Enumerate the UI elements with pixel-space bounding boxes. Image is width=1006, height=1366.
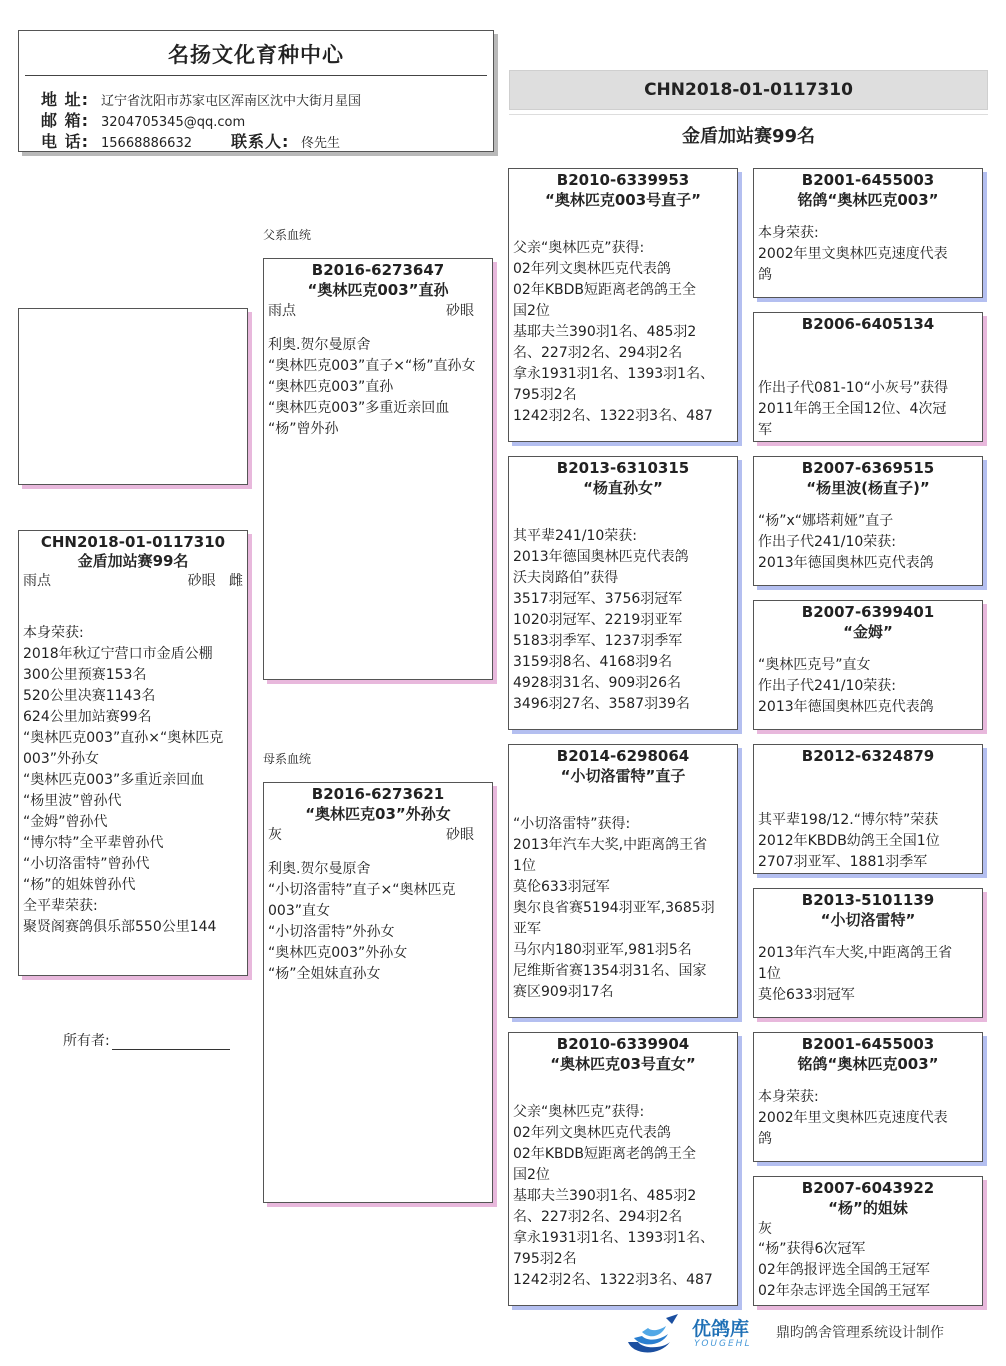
great-grandparent-notes: 作出子代081-10“小灰号”获得 2011年鸽王全国12位、4次冠 军 <box>758 380 949 438</box>
phone-value: 15668886632 <box>101 136 192 151</box>
owner-label: 所有者: <box>63 1033 110 1049</box>
great-grandparent-ring-number: B2007-6369515 <box>801 459 935 477</box>
great-grandparent-card <box>753 1032 983 1162</box>
great-grandparent-traits <box>754 1219 982 1239</box>
owner-blank-line <box>112 1035 230 1050</box>
sire-eye: 砂眼 <box>446 303 474 319</box>
brand-name-en: YOUGEHL <box>694 1339 752 1349</box>
great-grandparent-card <box>753 744 983 874</box>
great-grandparent-notes: “杨”获得6次冠军 02年鸽报评选全国鸽王冠军 02年杂志评选全国鸽王冠军 <box>758 1241 930 1299</box>
great-grandparent-name: 铭鸽“奥林匹克003” <box>797 1055 939 1073</box>
pigeon-photo-frame <box>18 308 248 485</box>
contact-value: 佟先生 <box>301 136 341 151</box>
grandparent-ring-number: B2010-6339904 <box>556 1035 690 1053</box>
great-grandparent-notes: “奥林匹克号”直女 作出子代241/10荣获: 2013年德国奥林匹克代表鸽 <box>758 657 934 715</box>
subject-notes: 本身荣获: 2018年秋辽宁营口市金盾公棚 300公里预赛153名 520公里决赛1143名 624公里加站赛99名 “奥林匹克003”直孙×“奥林匹克 003”外孙女 “奥林匹克003”多重近亲回血 “杨里波”曾孙代 “金姆”曾孙代 “博尔特”全平辈曾孙代 “小切洛雷特”曾孙代 “杨”的姐妹曾孙代 全平辈荣获: 聚贤阁赛鸽俱乐部550公里144 <box>23 625 224 935</box>
dam-notes: 利奥.贺尔曼原舍 “小切洛雷特”直子×“奥林匹克 003”直女 “小切洛雷特”外孙女 “奥林匹克003”外孙女 “杨”全姐妹直孙女 <box>268 861 456 982</box>
grandparent-notes: 父亲“奥林匹克”获得: 02年列文奥林匹克代表鸽 02年KBDB短距离老鸽鸽王全 国2位 基耶夫兰390羽1名、485羽2 名、227羽2名、294羽2名 拿永1931羽1名、1393羽1名、 795羽2名 1242羽2名、1322羽3名、487 <box>513 240 715 424</box>
great-grandparent-card <box>753 600 983 730</box>
breeder-info-card <box>18 30 494 152</box>
dam-name: “奥林匹克03”外孙女 <box>305 805 451 823</box>
grandparent-ring-number: B2014-6298064 <box>556 747 690 765</box>
subject-sex: 雌 <box>229 573 243 589</box>
great-grandparent-ring-number: B2001-6455003 <box>801 171 935 189</box>
great-grandparent-notes: 本身荣获: 2002年里文奥林匹克速度代表 鸽 <box>758 1089 948 1147</box>
great-grandparent-notes: “杨”x“娜塔莉娅”直子 作出子代241/10荣获: 2013年德国奥林匹克代表鸽 <box>758 513 934 571</box>
contact-label: 联系人: <box>231 132 290 151</box>
pigeon-swirl-logo-icon <box>620 1312 690 1356</box>
breeder-title: 名扬文化育种中心 <box>168 43 344 67</box>
great-grandparent-name: 铭鸽“奥林匹克003” <box>797 191 939 209</box>
grandparent-ring-number: B2013-6310315 <box>556 459 690 477</box>
grandparent-card <box>508 1032 738 1306</box>
grandparent-name: “杨直孙女” <box>583 479 663 497</box>
email-label: 邮 箱: <box>41 111 89 130</box>
great-grandparent-card <box>753 1176 983 1306</box>
address-value: 辽宁省沈阳市苏家屯区浑南区沈中大街月星国 <box>101 94 362 109</box>
phone-line <box>41 129 340 152</box>
ring-number-banner: CHN2018-01-0117310 <box>509 70 988 110</box>
grandparent-notes: “小切洛雷特”获得: 2013年汽车大奖,中距离鸽王省 1位 莫伦633羽冠军 奥尔良省赛5194羽亚军,3685羽 亚军 马尔内180羽亚军,981羽5名 尼维斯省赛1354羽31名、国家 赛区909羽17名 <box>513 816 715 1000</box>
subject-name: 金盾加站赛99名 <box>77 552 189 570</box>
dam-line-label: 母系血统 <box>263 752 312 766</box>
great-grandparent-card <box>753 888 983 1018</box>
sire-ring-number: B2016-6273647 <box>311 261 445 279</box>
sire-traits <box>264 301 492 321</box>
great-grandparent-notes: 其平辈198/12.“博尔特”荣获 2012年KBDB幼鸽王全国1位 2707羽亚军、1881羽季军 <box>758 812 940 870</box>
great-grandparent-notes: 2013年汽车大奖,中距离鸽王省 1位 莫伦633羽冠军 <box>758 945 953 1003</box>
banner-divider <box>509 114 988 115</box>
great-grandparent-name <box>754 334 982 355</box>
sire-card <box>263 258 493 680</box>
great-grandparent-card <box>753 312 983 442</box>
great-grandparent-ring-number: B2006-6405134 <box>801 315 935 333</box>
footer-brand <box>620 1312 990 1356</box>
subject-ring-number: CHN2018-01-0117310 <box>40 533 226 551</box>
great-grandparent-name: “金姆” <box>843 623 893 641</box>
grandparent-card <box>508 456 738 730</box>
phone-label: 电 话: <box>41 132 89 151</box>
brand-name: 优鸽库 <box>692 1318 750 1340</box>
dam-color: 灰 <box>268 827 282 843</box>
great-grandparent-name: “杨”的姐妹 <box>828 1199 908 1217</box>
sire-notes: 利奥.贺尔曼原舍 “奥林匹克003”直子×“杨”直孙女 “奥林匹克003”直孙 “奥林匹克003”多重近亲回血 “杨”曾外孙 <box>268 337 476 437</box>
email-line <box>41 108 245 131</box>
great-grandparent-card <box>753 168 983 298</box>
sire-line-label: 父系血统 <box>263 228 312 242</box>
great-grandparent-card <box>753 456 983 586</box>
great-grandparent-ring-number: B2001-6455003 <box>801 1035 935 1053</box>
subject-traits <box>19 571 247 591</box>
sire-color: 雨点 <box>268 303 296 319</box>
great-grandparent-ring-number: B2013-5101139 <box>801 891 935 909</box>
dam-card <box>263 782 493 1203</box>
header-divider <box>25 75 487 76</box>
great-grandparent-notes: 本身荣获: 2002年里文奥林匹克速度代表 鸽 <box>758 225 948 283</box>
subject-eye: 砂眼 <box>187 573 216 589</box>
great-grandparent-name: “杨里波(杨直子)” <box>806 479 930 497</box>
grandparent-ring-number: B2010-6339953 <box>556 171 690 189</box>
great-grandparent-color: 灰 <box>758 1221 772 1237</box>
dam-eye: 砂眼 <box>446 827 474 843</box>
owner-field <box>63 1030 230 1050</box>
system-credit: 鼎昀鸽舍管理系统设计制作 <box>776 1325 944 1341</box>
grandparent-name: “小切洛雷特”直子 <box>560 767 686 785</box>
dam-ring-number: B2016-6273621 <box>311 785 445 803</box>
email-value: 3204705345@qq.com <box>101 115 246 130</box>
address-label: 地 址: <box>41 90 89 109</box>
address-line <box>41 87 361 110</box>
great-grandparent-name <box>754 766 982 787</box>
dam-traits <box>264 825 492 845</box>
subject-color: 雨点 <box>23 573 51 589</box>
grandparent-notes: 其平辈241/10荣获: 2013年德国奥林匹克代表鸽 沃夫岗路伯”获得 3517羽冠军、3756羽冠军 1020羽冠军、2219羽亚军 5183羽季军、1237羽季军 3159羽8名、4168羽9名 4928羽31名、909羽26名 3496羽27名、3587羽39名 <box>513 528 690 712</box>
grandparent-card <box>508 744 738 1018</box>
great-grandparent-ring-number: B2007-6399401 <box>801 603 935 621</box>
great-grandparent-ring-number: B2012-6324879 <box>801 747 935 765</box>
grandparent-notes: 父亲“奥林匹克”获得: 02年列文奥林匹克代表鸽 02年KBDB短距离老鸽鸽王全 国2位 基耶夫兰390羽1名、485羽2 名、227羽2名、294羽2名 拿永1931羽1名、1393羽1名、 795羽2名 1242羽2名、1322羽3名、487 <box>513 1104 715 1288</box>
race-result-title: 金盾加站赛99名 <box>681 126 816 147</box>
subject-pigeon-card <box>18 530 248 976</box>
sire-name: “奥林匹克003”直孙 <box>307 281 449 299</box>
grandparent-name: “奥林匹克03号直女” <box>550 1055 696 1073</box>
great-grandparent-name: “小切洛雷特” <box>820 911 916 929</box>
grandparent-name: “奥林匹克003号直子” <box>544 191 702 209</box>
grandparent-card <box>508 168 738 442</box>
great-grandparent-ring-number: B2007-6043922 <box>801 1179 935 1197</box>
